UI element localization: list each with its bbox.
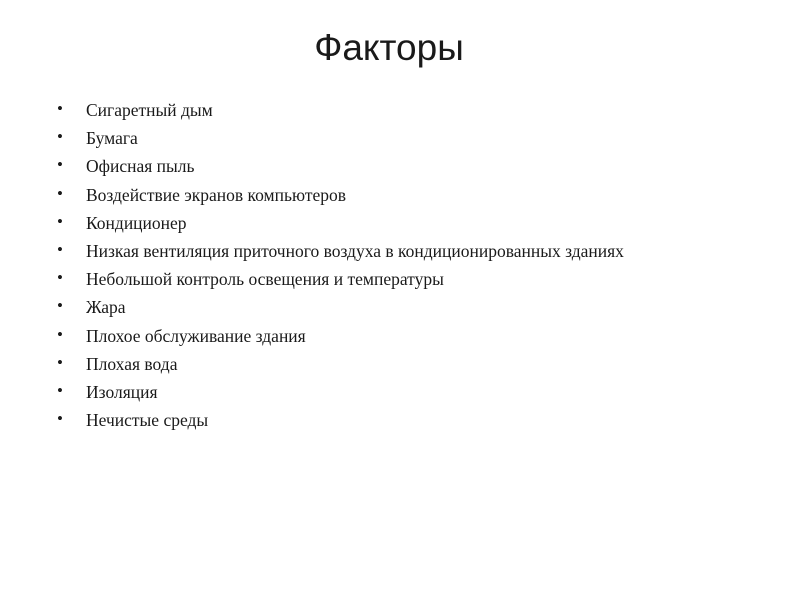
list-item-text: Жара bbox=[86, 297, 126, 318]
bullet-icon: • bbox=[57, 155, 63, 175]
bullet-icon: • bbox=[57, 127, 63, 147]
list-item-text: Плохое обслуживание здания bbox=[86, 325, 306, 346]
bullet-icon: • bbox=[57, 324, 63, 344]
list-item-text: Плохая вода bbox=[86, 353, 178, 374]
slide-title: Факторы bbox=[314, 27, 464, 68]
bullet-icon: • bbox=[57, 183, 63, 203]
list-item-text: Воздействие экранов компьютеров bbox=[86, 184, 346, 205]
list-item-text: Изоляция bbox=[86, 381, 158, 402]
list-item-text: Кондиционер bbox=[86, 212, 187, 233]
bullet-icon: • bbox=[57, 268, 63, 288]
bullet-icon: • bbox=[57, 296, 63, 316]
list-item-text: Небольшой контроль освещения и температуры bbox=[86, 269, 444, 290]
bullet-icon: • bbox=[57, 239, 63, 259]
bullet-icon: • bbox=[57, 99, 63, 118]
list-item-text: Низкая вентиляция приточного воздуха в кондиционированных зданиях bbox=[86, 240, 624, 261]
list-item-text: Бумага bbox=[86, 128, 138, 149]
bullet-icon: • bbox=[57, 380, 63, 400]
list-item-text: Нечистые среды bbox=[86, 410, 209, 431]
bullet-icon: • bbox=[57, 409, 63, 429]
list-item-text: Офисная пыль bbox=[86, 156, 195, 177]
bullet-icon: • bbox=[57, 352, 63, 372]
list-item-text: Сигаретный дым bbox=[86, 100, 213, 120]
bullet-icon: • bbox=[57, 211, 63, 231]
